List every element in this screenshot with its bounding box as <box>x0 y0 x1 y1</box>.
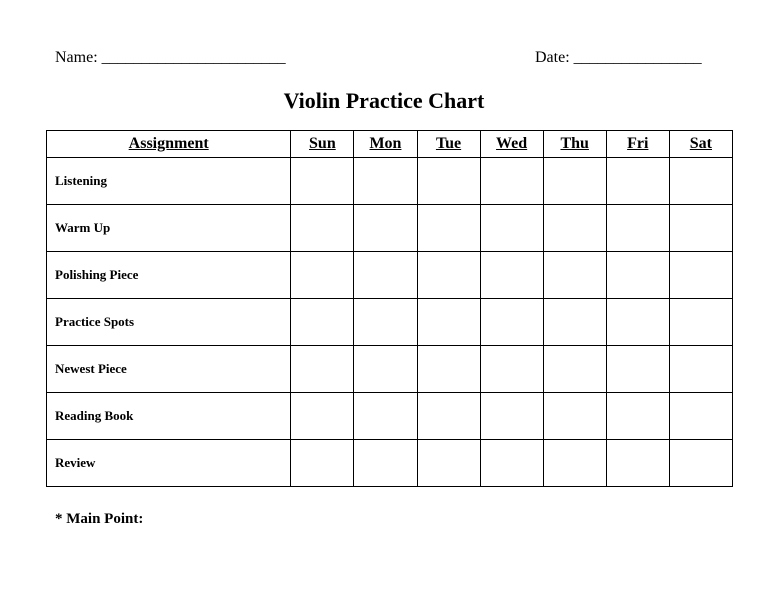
table-row <box>47 440 733 487</box>
checkbox-cell-mon[interactable] <box>354 158 417 205</box>
checkbox-cell-thu[interactable] <box>543 299 606 346</box>
checkbox-cell-mon[interactable] <box>354 205 417 252</box>
column-header-thu: Thu <box>543 131 606 158</box>
checkbox-cell-sat[interactable] <box>669 440 732 487</box>
checkbox-cell-fri[interactable] <box>606 205 669 252</box>
checkbox-cell-mon[interactable] <box>354 393 417 440</box>
checkbox-cell-sat[interactable] <box>669 299 732 346</box>
table-row <box>47 299 733 346</box>
column-header-wed: Wed <box>480 131 543 158</box>
checkbox-cell-thu[interactable] <box>543 158 606 205</box>
column-header-tue: Tue <box>417 131 480 158</box>
checkbox-cell-sun[interactable] <box>291 158 354 205</box>
table-row <box>47 252 733 299</box>
checkbox-cell-thu[interactable] <box>543 346 606 393</box>
chart-body <box>47 158 733 487</box>
page-title: Violin Practice Chart <box>283 88 485 113</box>
checkbox-cell-sun[interactable] <box>291 205 354 252</box>
column-header-mon: Mon <box>354 131 417 158</box>
checkbox-cell-mon[interactable] <box>354 252 417 299</box>
checkbox-cell-sat[interactable] <box>669 205 732 252</box>
header-row <box>47 131 733 158</box>
checkbox-cell-sun[interactable] <box>291 393 354 440</box>
checkbox-cell-tue[interactable] <box>417 440 480 487</box>
checkbox-cell-wed[interactable] <box>480 393 543 440</box>
checkbox-cell-thu[interactable] <box>543 440 606 487</box>
assignment-label: Review <box>47 440 291 487</box>
checkbox-cell-wed[interactable] <box>480 205 543 252</box>
checkbox-cell-sat[interactable] <box>669 393 732 440</box>
table-row <box>47 393 733 440</box>
checkbox-cell-tue[interactable] <box>417 252 480 299</box>
assignment-label: Listening <box>47 158 291 205</box>
assignment-label: Newest Piece <box>47 346 291 393</box>
checkbox-cell-mon[interactable] <box>354 346 417 393</box>
checkbox-cell-sun[interactable] <box>291 299 354 346</box>
checkbox-cell-tue[interactable] <box>417 158 480 205</box>
table-row <box>47 346 733 393</box>
checkbox-cell-tue[interactable] <box>417 346 480 393</box>
checkbox-cell-fri[interactable] <box>606 440 669 487</box>
table-row <box>47 158 733 205</box>
checkbox-cell-fri[interactable] <box>606 158 669 205</box>
checkbox-cell-fri[interactable] <box>606 252 669 299</box>
checkbox-cell-tue[interactable] <box>417 299 480 346</box>
checkbox-cell-fri[interactable] <box>606 393 669 440</box>
checkbox-cell-tue[interactable] <box>417 205 480 252</box>
assignment-label: Practice Spots <box>47 299 291 346</box>
checkbox-cell-wed[interactable] <box>480 440 543 487</box>
checkbox-cell-mon[interactable] <box>354 299 417 346</box>
date-field: Date: ________________ <box>535 49 702 66</box>
checkbox-cell-wed[interactable] <box>480 252 543 299</box>
checkbox-cell-sun[interactable] <box>291 252 354 299</box>
checkbox-cell-mon[interactable] <box>354 440 417 487</box>
checkbox-cell-thu[interactable] <box>543 393 606 440</box>
checkbox-cell-sat[interactable] <box>669 252 732 299</box>
checkbox-cell-wed[interactable] <box>480 158 543 205</box>
practice-chart-table <box>46 130 733 487</box>
column-header-assignment: Assignment <box>47 131 291 158</box>
name-field: Name: _______________________ <box>55 49 286 66</box>
assignment-label: Warm Up <box>47 205 291 252</box>
checkbox-cell-sat[interactable] <box>669 158 732 205</box>
column-header-fri: Fri <box>606 131 669 158</box>
column-header-sun: Sun <box>291 131 354 158</box>
checkbox-cell-fri[interactable] <box>606 346 669 393</box>
checkbox-cell-sun[interactable] <box>291 440 354 487</box>
checkbox-cell-fri[interactable] <box>606 299 669 346</box>
checkbox-cell-thu[interactable] <box>543 252 606 299</box>
checkbox-cell-tue[interactable] <box>417 393 480 440</box>
table-row <box>47 205 733 252</box>
column-header-sat: Sat <box>669 131 732 158</box>
checkbox-cell-sat[interactable] <box>669 346 732 393</box>
checkbox-cell-thu[interactable] <box>543 205 606 252</box>
checkbox-cell-wed[interactable] <box>480 299 543 346</box>
checkbox-cell-wed[interactable] <box>480 346 543 393</box>
assignment-label: Reading Book <box>47 393 291 440</box>
assignment-label: Polishing Piece <box>47 252 291 299</box>
checkbox-cell-sun[interactable] <box>291 346 354 393</box>
main-point-label: * Main Point: <box>55 511 144 527</box>
